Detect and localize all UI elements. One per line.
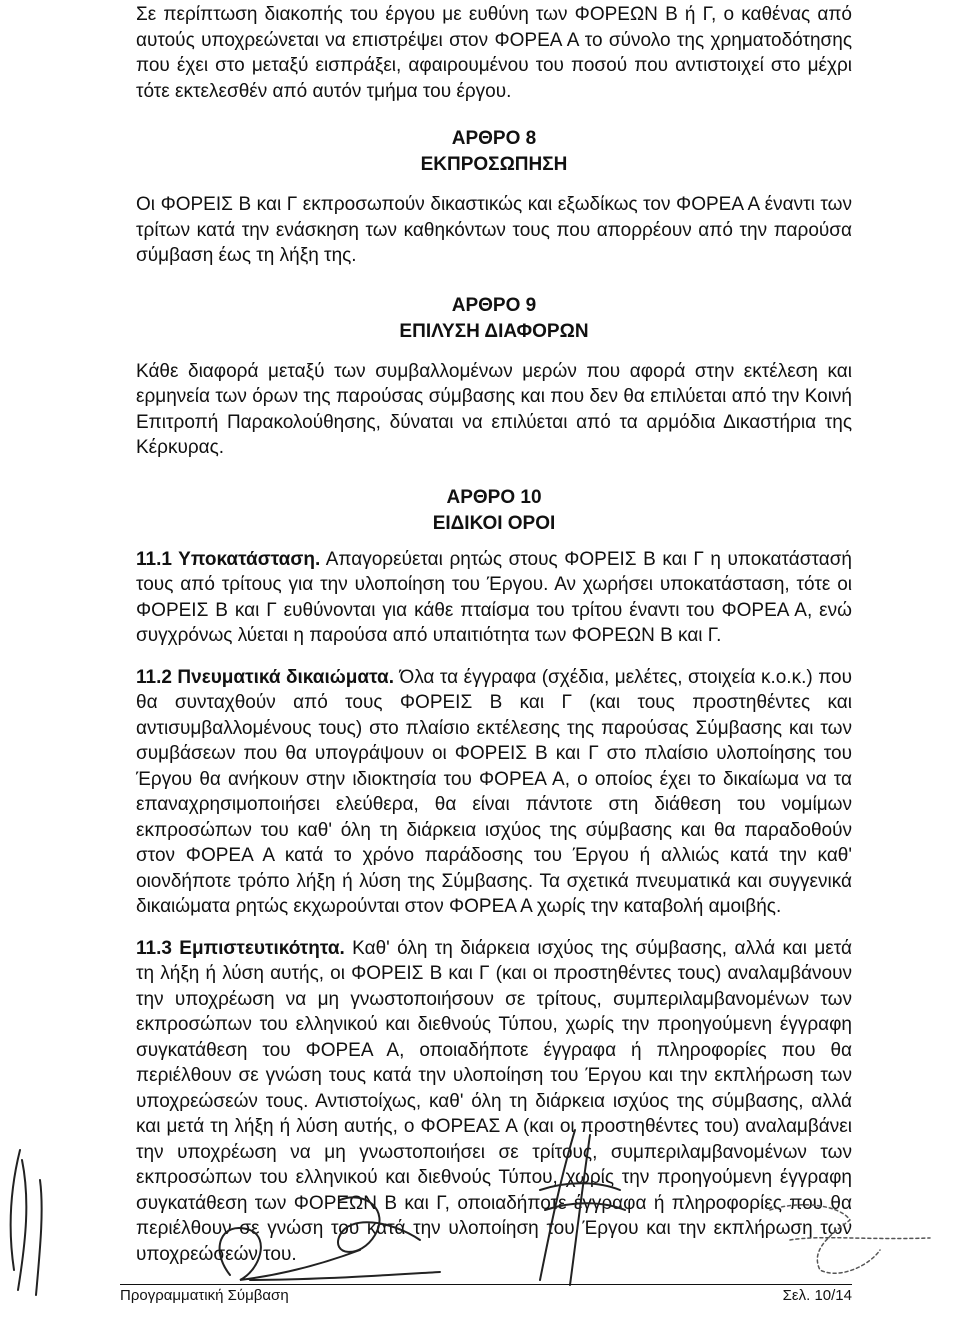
section-11-3-heading: 11.3 Εμπιστευτικότητα.	[136, 937, 345, 959]
article-10-number: ΑΡΘΡΟ 10	[446, 486, 542, 508]
signature-middle	[520, 1120, 630, 1290]
article-8-title: ΕΚΠΡΟΣΩΠΗΣΗ	[420, 154, 568, 175]
section-11-1	[136, 547, 852, 649]
footer-document-title: Προγραμματική Σύμβαση	[120, 1287, 289, 1304]
article-9-number: ΑΡΘΡΟ 9	[451, 294, 537, 316]
footer-page-number: Σελ. 10/14	[782, 1287, 852, 1304]
section-11-1-text: Απαγορεύεται ρητώς στους ΦΟΡΕΙΣ Β και Γ η υποκατάστασή τους από τρίτους για την υλοποίηση του Έργου. Αν χωρήσει υποκατάσταση, τότε οι ΦΟΡΕΙΣ Β και Γ ευθύνονται για κάθε πταίσμα του τρίτου έναντι του ΦΟΡΕΑ Α, ενώ συγχρόνως λύεται η παρούσα από υπαιτιότητα των ΦΟΡΕΩΝ Β και Γ.	[136, 548, 852, 646]
signature-right	[730, 1180, 950, 1290]
section-11-1-heading: 11.1 Υποκατάσταση.	[136, 548, 321, 570]
article-8-number: ΑΡΘΡΟ 8	[451, 128, 537, 149]
article-8-text: Οι ΦΟΡΕΙΣ Β και Γ εκπροσωπούν δικαστικώς και εξωδίκως τον ΦΟΡΕΑ Α έναντι των τρίτων κατά την ενάσκηση των καθηκόντων τους που απορρέουν από την παρούσα σύμβαση έως τη λήξη της.	[136, 194, 852, 266]
article-10-title: ΕΙΔΙΚΟΙ ΟΡΟΙ	[432, 512, 556, 534]
page-content	[136, 0, 852, 1267]
section-11-2-text: Όλα τα έγγραφα (σχέδια, μελέτες, στοιχεία κ.ο.κ.) που θα συνταχθούν από τους ΦΟΡΕΙΣ Β και Γ (και τους προστηθέντες και αντισυμβαλλομένους τους) στο πλαίσιο εκτέλεσης της παρούσας Σύμβασης και των συμβάσεων που θα υπογράψουν οι ΦΟΡΕΙΣ Β και Γ στο πλαίσιο υλοποίησης του Έργου θα ανήκουν στην ιδιοκτησία του ΦΟΡΕΑ Α, ο οποίος έχει το δικαίωμα να τα επαναχρησιμοποιήσει ελεύθερα, θα είναι πάντοτε στη διάθεση του νομίμων εκπροσώπων του καθ' όλη τη διάρκεια ισχύος της σύμβασης και θα παραδοθούν στον ΦΟΡΕΑ Α κατά το χρόνο παράδοσης του Έργου ή αλλιώς κατά την καθ' οιονδήποτε τρόπο λήξη ή λύση της Σύμβασης. Τα σχετικά πνευματικά και συγγενικά δικαιώματα ρητώς εκχωρούνται στον ΦΟΡΕΑ Α χωρίς την καταβολή αμοιβής.	[136, 666, 852, 917]
section-11-2-heading: 11.2 Πνευματικά δικαιώματα.	[136, 666, 394, 688]
intro-paragraph: Σε περίπτωση διακοπής του έργου με ευθύνη των ΦΟΡΕΩΝ Β ή Γ, ο καθένας από αυτούς υποχρεώνεται να επιστρέψει στον ΦΟΡΕΑ Α το σύνολο της χρηματοδότησης που έχει στο μεταξύ εισπράξει, αφαιρουμένου του ποσού που αντιστοιχεί στο μέχρι τότε εκτελεσθέν από αυτόν τμήμα του έργου.	[136, 4, 852, 102]
article-9-text: Κάθε διαφορά μεταξύ των συμβαλλομένων μερών που αφορά στην εκτέλεση και ερμηνεία των όρων της παρούσας σύμβασης και που δεν θα επιλύεται από την Κοινή Επιτροπή Παρακολούθησης, δύναται να επιλύεται από τα αρμόδια Δικαστήρια της Κέρκυρας.	[136, 360, 852, 458]
footer-divider	[120, 1284, 852, 1285]
article-9-title: ΕΠΙΛΥΣΗ ΔΙΑΦΟΡΩΝ	[399, 320, 589, 342]
signature-left	[190, 1180, 470, 1290]
margin-initials-signature	[0, 1120, 120, 1317]
page-footer	[120, 1284, 852, 1308]
section-11-2	[136, 665, 852, 920]
section-11-3-text: Καθ' όλη τη διάρκεια ισχύος της σύμβασης, αλλά και μετά τη λήξη ή λύση αυτής, οι ΦΟΡΕΙΣ Β και Γ (και οι προστηθέντες τους) αναλαμβάνουν την υποχρέωση να μη γνωστοποιήσουν σε τρίτους, συμπεριλαμβανομένων των εκπροσώπων του ελληνικού και διεθνούς Τύπου, χωρίς την προηγούμενη έγγραφη συγκατάθεση του ΦΟΡΕΑ Α, οποιαδήποτε έγγραφα ή πληροφορίες που θα περιέλθουν σε γνώση τους κατά την υλοποίηση του Έργου και την εκπλήρωση των υποχρεώσεών τους. Αντιστοίχως, καθ' όλη τη διάρκεια ισχύος της σύμβασης, αλλά και μετά τη λήξη ή λύση αυτής, ο ΦΟΡΕΑΣ Α (και οι προστηθέντες του) αναλαμβάνει την υποχρέωση να μη γνωστοποιήσει σε τρίτους, συμπεριλαμβανομένων των εκπροσώπων του ελληνικού και διεθνούς Τύπου, χωρίς την προηγούμενη έγγραφη συγκατάθεση των ΦΟΡΕΩΝ Β και Γ, οποιαδήποτε έγγραφα ή πληροφορίες που θα περιέλθουν σε γνώση του κατά την υλοποίηση του Έργου και την εκπλήρωση των υποχρεώσεών του.	[136, 937, 852, 1265]
